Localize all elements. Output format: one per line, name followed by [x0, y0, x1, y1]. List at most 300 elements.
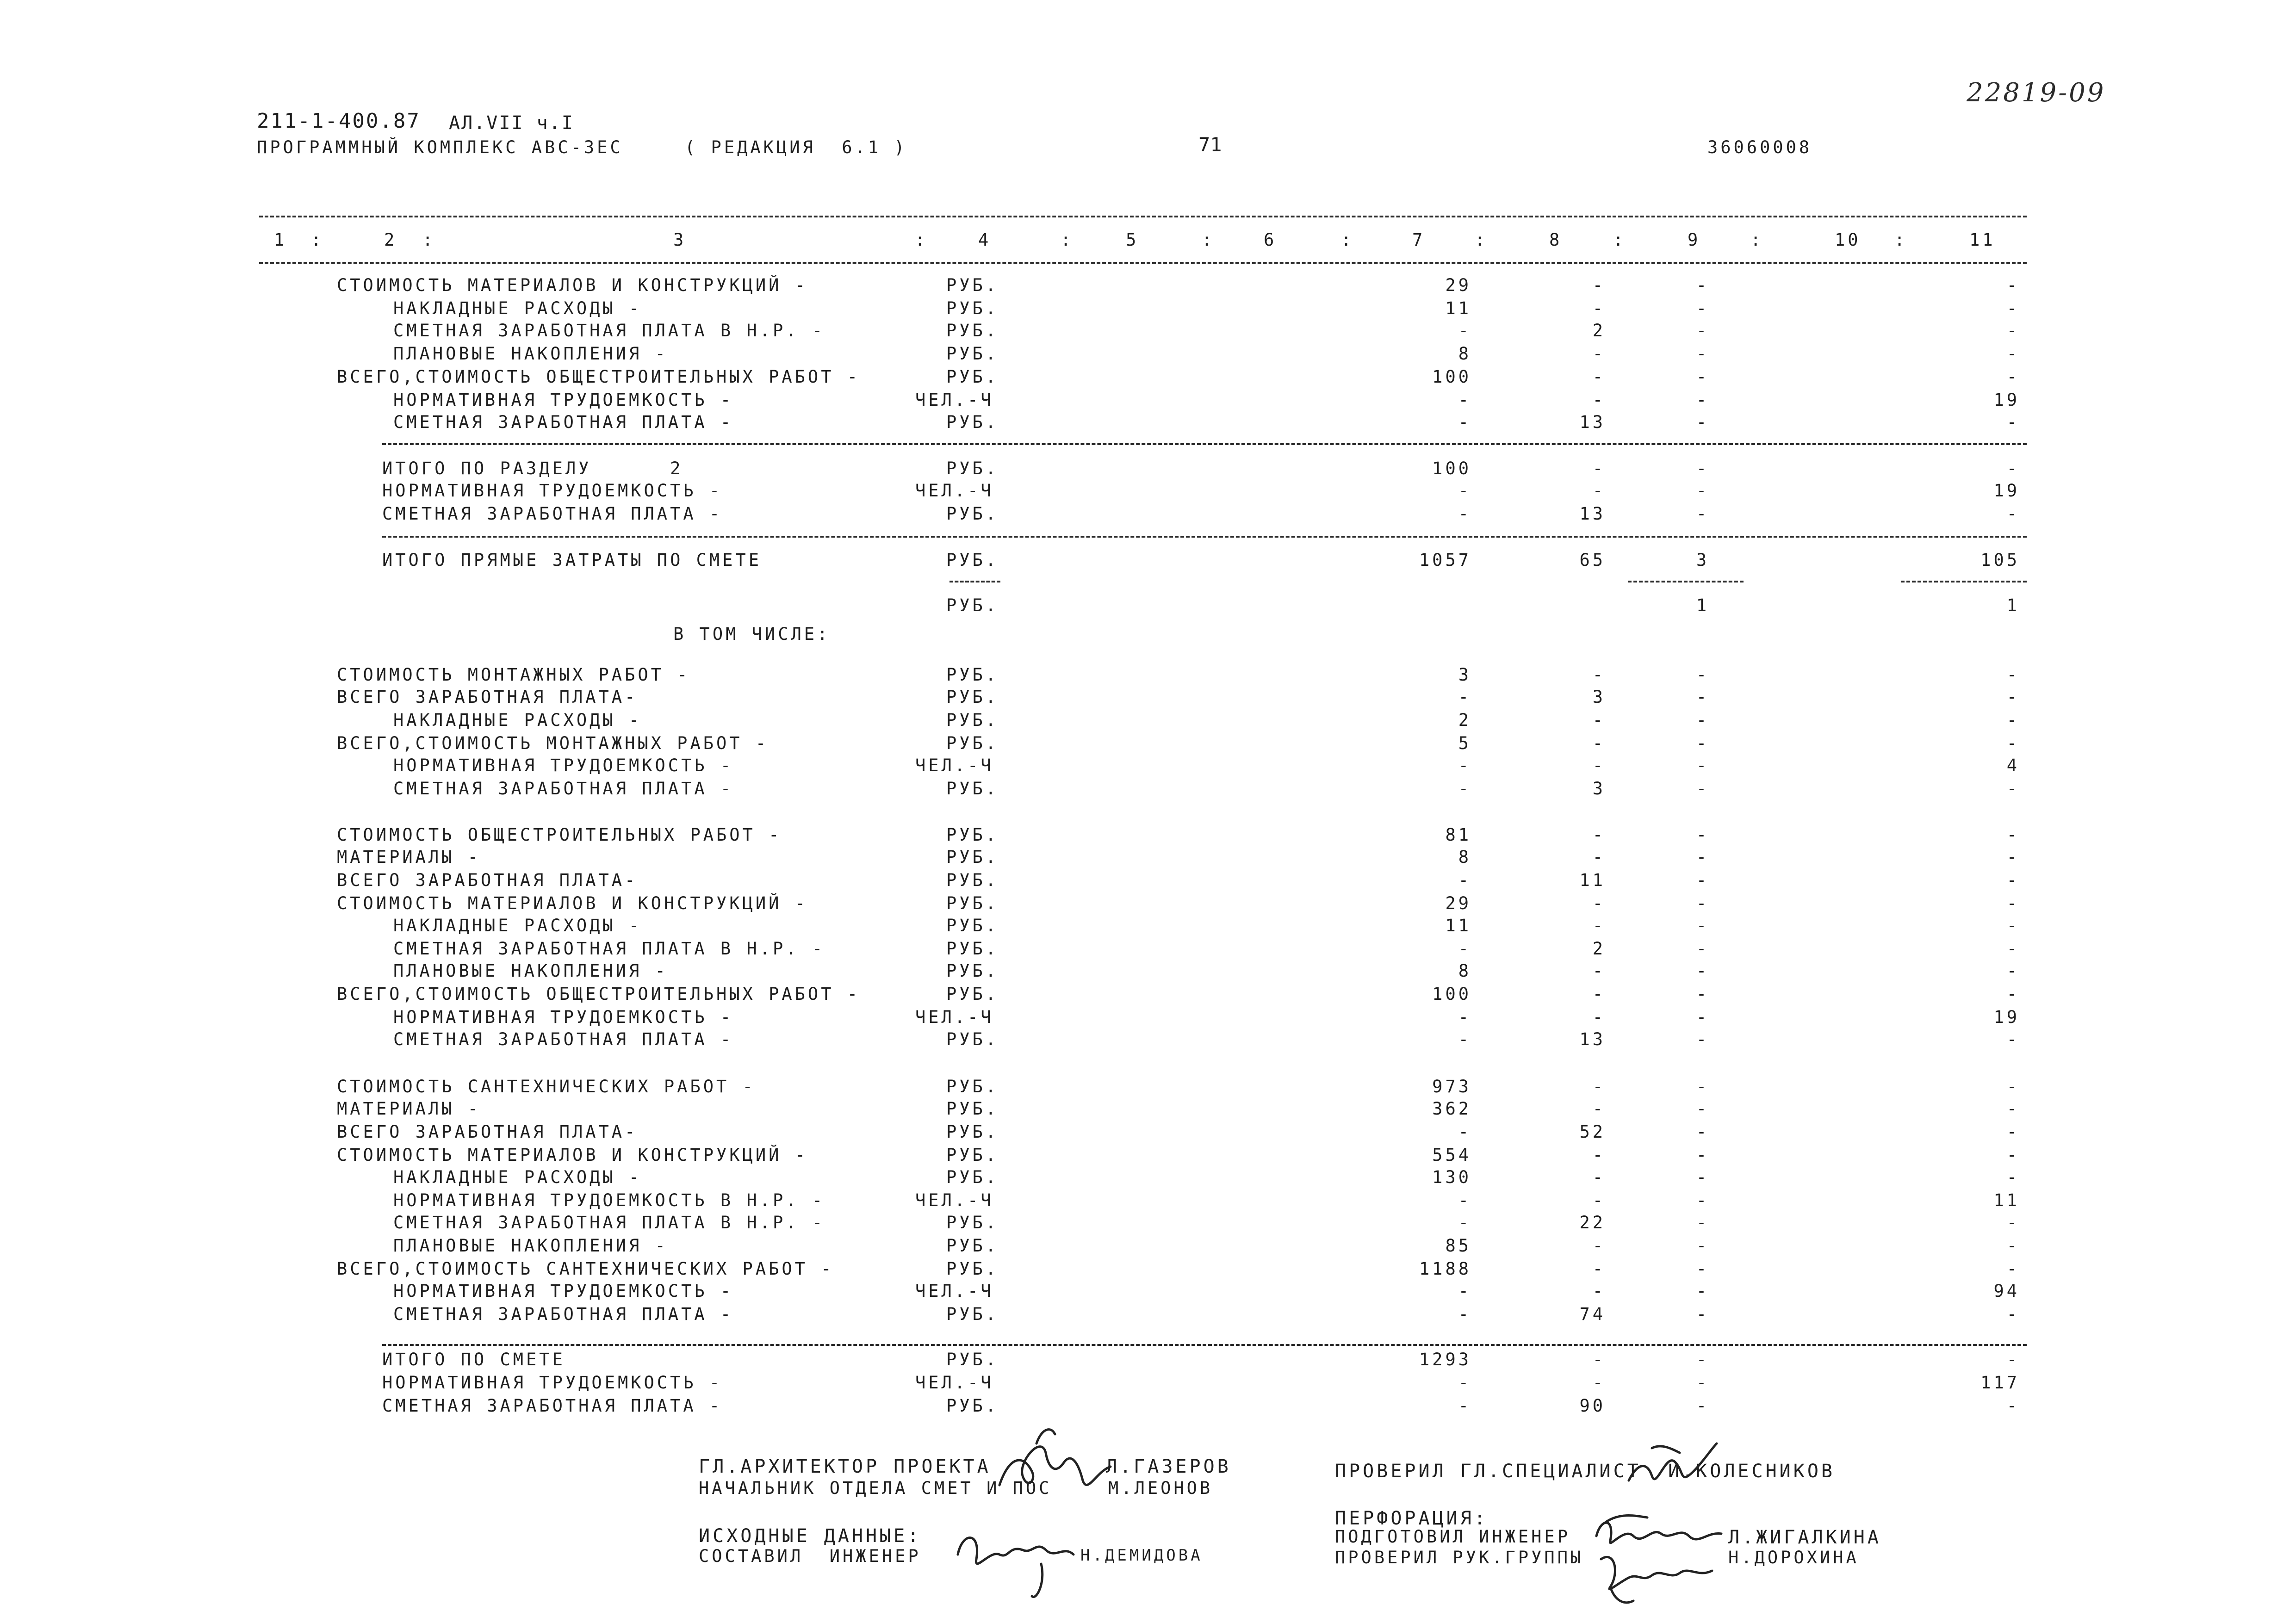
row-unit: РУБ.	[946, 916, 999, 935]
column-separator: :	[1061, 230, 1074, 250]
cell-col8: -	[1592, 1281, 1606, 1301]
cell-col8: 74	[1579, 1304, 1606, 1324]
cell-col9: -	[1696, 1077, 1710, 1096]
cell-col11: -	[2006, 298, 2020, 318]
cell-col8: 90	[1579, 1396, 1606, 1416]
row-label: ИТОГО ПО РАЗДЕЛУ 2	[382, 458, 683, 478]
row-unit: РУБ.	[946, 1236, 999, 1256]
row-unit: РУБ.	[946, 298, 999, 318]
cell-col11: -	[2006, 710, 2020, 730]
row-unit: РУБ.	[946, 939, 999, 959]
prepared-by-role: ПОДГОТОВИЛ ИНЖЕНЕР	[1335, 1527, 1570, 1547]
row-unit: РУБ.	[946, 1167, 999, 1187]
chief-architect-role: ГЛ.АРХИТЕКТОР ПРОЕКТА	[699, 1456, 991, 1477]
cell-col8: -	[1592, 344, 1606, 364]
object-code: 36060008	[1707, 137, 1812, 157]
cell-col9: -	[1696, 1029, 1710, 1049]
row-label: СМЕТНАЯ ЗАРАБОТНАЯ ПЛАТА -	[382, 1396, 723, 1416]
cell-col11: -	[2006, 275, 2020, 295]
cell-col7: 554	[1432, 1145, 1471, 1165]
cell-col11: -	[2006, 458, 2020, 478]
cell-col9: -	[1696, 984, 1710, 1004]
cell-col7: -	[1458, 756, 1471, 775]
cell-col8: -	[1592, 1007, 1606, 1027]
cell-col11: 11	[1993, 1190, 2020, 1210]
row-label: НАКЛАДНЫЕ РАСХОДЫ -	[393, 916, 642, 935]
cell-col8: -	[1592, 710, 1606, 730]
row-label: НОРМАТИВНАЯ ТРУДОЕМКОСТЬ -	[393, 1007, 734, 1027]
cell-col7: 81	[1445, 825, 1471, 845]
column-separator: :	[422, 230, 436, 250]
cell-col11: 19	[1993, 1007, 2020, 1027]
row-label: НАКЛАДНЫЕ РАСХОДЫ -	[393, 298, 642, 318]
cell-col7: 100	[1432, 367, 1471, 387]
row-unit: РУБ.	[946, 1029, 999, 1049]
cell-col7: -	[1458, 1281, 1471, 1301]
cell-col11: -	[2006, 412, 2020, 432]
cell-col7: 130	[1432, 1167, 1471, 1187]
cell-col11: -	[2006, 847, 2020, 867]
row-unit: РУБ.	[946, 367, 999, 387]
row-label: ВСЕГО ЗАРАБОТНАЯ ПЛАТА-	[337, 870, 638, 890]
row-unit: РУБ.	[946, 275, 999, 295]
source-data-label: ИСХОДНЫЕ ДАННЫЕ:	[699, 1525, 922, 1547]
row-unit: РУБ.	[946, 1259, 999, 1279]
cell-col11: -	[2006, 961, 2020, 981]
row-label: СТОИМОСТЬ МОНТАЖНЫХ РАБОТ -	[337, 665, 690, 685]
chief-architect-signature	[990, 1416, 1129, 1508]
row-label: ВСЕГО,СТОИМОСТЬ ОБЩЕСТРОИТЕЛЬНЫХ РАБОТ -	[337, 367, 861, 387]
cell-col8: 13	[1579, 504, 1606, 524]
cell-col11: -	[2006, 665, 2020, 685]
cell-col7: 11	[1445, 298, 1471, 318]
cell-col7: -	[1458, 870, 1471, 890]
cell-col8: -	[1592, 1077, 1606, 1096]
cell-col9: -	[1696, 1145, 1710, 1165]
cell-col11: 105	[1980, 550, 2020, 570]
cell-col7: -	[1458, 1190, 1471, 1210]
cell-col7: -	[1458, 390, 1471, 410]
column-number: 10	[1835, 230, 1861, 250]
head-dept-name: М.ЛЕОНОВ	[1108, 1478, 1213, 1498]
cell-col11: -	[2006, 916, 2020, 935]
cell-col11: -	[2006, 779, 2020, 799]
head-dept-role: НАЧАЛЬНИК ОТДЕЛА СМЕТ И ПОС	[699, 1478, 1052, 1498]
cell-col8: -	[1592, 847, 1606, 867]
column-separator: :	[1613, 230, 1626, 250]
subheading: В ТОМ ЧИСЛЕ:	[673, 624, 831, 644]
cell-col7: -	[1458, 412, 1471, 432]
cell-col7: 2	[1458, 710, 1471, 730]
cell-col9: -	[1696, 939, 1710, 959]
group-head-signature	[1592, 1545, 1731, 1610]
cell-col11: -	[2006, 893, 2020, 913]
cell-col11: -	[2006, 504, 2020, 524]
section-rule	[382, 536, 2027, 538]
cell-col11: 19	[1993, 481, 2020, 501]
column-number: 2	[384, 230, 397, 250]
row-label: МАТЕРИАЛЫ -	[337, 847, 481, 867]
cell-col8: -	[1592, 961, 1606, 981]
row-unit: РУБ.	[946, 665, 999, 685]
cell-col7: -	[1458, 1007, 1471, 1027]
chief-architect-name: Л.ГАЗЕРОВ	[1106, 1456, 1231, 1477]
row-unit: РУБ.	[946, 550, 999, 570]
cell-col9: -	[1696, 344, 1710, 364]
cell-col9: -	[1696, 1213, 1710, 1233]
cell-col7: 100	[1432, 458, 1471, 478]
cell-col11: -	[2006, 1077, 2020, 1096]
cell-col11: -	[2006, 687, 2020, 707]
cell-col9: 1	[1696, 595, 1710, 615]
cell-col9: -	[1696, 893, 1710, 913]
cell-col9: -	[1696, 665, 1710, 685]
cell-col11: -	[2006, 984, 2020, 1004]
column-number: 1	[274, 230, 287, 250]
row-label: ИТОГО ПРЯМЫЕ ЗАТРАТЫ ПО СМЕТЕ	[382, 550, 762, 570]
row-unit: РУБ.	[946, 779, 999, 799]
column-separator: :	[1341, 230, 1354, 250]
cell-col9: -	[1696, 321, 1710, 341]
cell-col11: -	[2006, 1213, 2020, 1233]
cell-col7: -	[1458, 1029, 1471, 1049]
column-number: 8	[1549, 230, 1563, 250]
row-label: СТОИМОСТЬ САНТЕХНИЧЕСКИХ РАБОТ -	[337, 1077, 756, 1096]
row-unit: РУБ.	[946, 1304, 999, 1324]
cell-col8: 2	[1592, 939, 1606, 959]
cell-col7: -	[1458, 1213, 1471, 1233]
cell-col11: -	[2006, 1259, 2020, 1279]
cell-col9: -	[1696, 458, 1710, 478]
cell-col11: -	[2006, 1350, 2020, 1369]
row-unit: ЧЕЛ.-Ч	[915, 756, 994, 775]
row-label: СМЕТНАЯ ЗАРАБОТНАЯ ПЛАТА В Н.Р. -	[393, 939, 825, 959]
short-rule	[1901, 581, 2027, 582]
cell-col8: 3	[1592, 687, 1606, 707]
section-rule	[382, 1344, 2027, 1346]
cell-col7: 1188	[1419, 1259, 1471, 1279]
cell-col11: 117	[1980, 1373, 2020, 1393]
row-label: ПЛАНОВЫЕ НАКОПЛЕНИЯ -	[393, 961, 668, 981]
cell-col8: -	[1592, 275, 1606, 295]
cell-col8: 13	[1579, 412, 1606, 432]
cell-col11: -	[2006, 1099, 2020, 1119]
cell-col9: -	[1696, 412, 1710, 432]
cell-col7: -	[1458, 1396, 1471, 1416]
column-number: 4	[978, 230, 992, 250]
row-label: СТОИМОСТЬ МАТЕРИАЛОВ И КОНСТРУКЦИЙ -	[337, 275, 808, 295]
cell-col8: -	[1592, 481, 1606, 501]
row-unit: РУБ.	[946, 1099, 999, 1119]
row-label: СТОИМОСТЬ ОБЩЕСТРОИТЕЛЬНЫХ РАБОТ -	[337, 825, 782, 845]
group-head-name: Н.ДОРОХИНА	[1728, 1548, 1859, 1567]
cell-col8: 2	[1592, 321, 1606, 341]
cell-col11: -	[2006, 1145, 2020, 1165]
row-unit: РУБ.	[946, 1122, 999, 1142]
cell-col7: -	[1458, 1373, 1471, 1393]
cell-col9: -	[1696, 916, 1710, 935]
row-unit: РУБ.	[946, 733, 999, 753]
cell-col11: -	[2006, 321, 2020, 341]
row-unit: РУБ.	[946, 1350, 999, 1369]
column-number: 9	[1688, 230, 1701, 250]
row-label: ПЛАНОВЫЕ НАКОПЛЕНИЯ -	[393, 1236, 668, 1256]
cell-col9: -	[1696, 687, 1710, 707]
column-separator: :	[1750, 230, 1764, 250]
cell-col8: 22	[1579, 1213, 1606, 1233]
cell-col7: -	[1458, 779, 1471, 799]
cell-col11: -	[2006, 344, 2020, 364]
cell-col8: -	[1592, 1167, 1606, 1187]
cell-col9: -	[1696, 504, 1710, 524]
section-rule	[382, 443, 2027, 445]
cell-col11: -	[2006, 1167, 2020, 1187]
cell-col9: -	[1696, 390, 1710, 410]
cell-col9: -	[1696, 961, 1710, 981]
cell-col9: -	[1696, 1350, 1710, 1369]
cell-col8: -	[1592, 298, 1606, 318]
cell-col7: 362	[1432, 1099, 1471, 1119]
row-unit: ЧЕЛ.-Ч	[915, 1373, 994, 1393]
row-label: НОРМАТИВНАЯ ТРУДОЕМКОСТЬ -	[393, 756, 734, 775]
cell-col7: -	[1458, 1122, 1471, 1142]
row-unit: РУБ.	[946, 1077, 999, 1096]
row-unit: РУБ.	[946, 321, 999, 341]
row-unit: ЧЕЛ.-Ч	[915, 1190, 994, 1210]
doc-code: 211-1-400.87	[257, 109, 421, 133]
row-unit: РУБ.	[946, 687, 999, 707]
cell-col9: -	[1696, 1007, 1710, 1027]
cell-col7: 8	[1458, 961, 1471, 981]
row-label: СМЕТНАЯ ЗАРАБОТНАЯ ПЛАТА -	[382, 504, 723, 524]
cell-col9: -	[1696, 1373, 1710, 1393]
column-separator: :	[1202, 230, 1215, 250]
cell-col7: -	[1458, 1304, 1471, 1324]
cell-col7: 11	[1445, 916, 1471, 935]
checked-by-signature	[1624, 1434, 1726, 1504]
row-unit: ЧЕЛ.-Ч	[915, 481, 994, 501]
column-separator: :	[311, 230, 324, 250]
cell-col9: -	[1696, 1190, 1710, 1210]
cell-col11: -	[2006, 870, 2020, 890]
cell-col8: 52	[1579, 1122, 1606, 1142]
row-label: СМЕТНАЯ ЗАРАБОТНАЯ ПЛАТА -	[393, 412, 734, 432]
checked-by-role: ПРОВЕРИЛ ГЛ.СПЕЦИАЛИСТ	[1335, 1461, 1641, 1482]
cell-col8: -	[1592, 665, 1606, 685]
cell-col7: 8	[1458, 847, 1471, 867]
cell-col8: -	[1592, 1259, 1606, 1279]
row-label: ВСЕГО,СТОИМОСТЬ МОНТАЖНЫХ РАБОТ -	[337, 733, 769, 753]
column-number: 6	[1264, 230, 1277, 250]
row-unit: ЧЕЛ.-Ч	[915, 1007, 994, 1027]
cell-col11: -	[2006, 1396, 2020, 1416]
cell-col9: -	[1696, 1304, 1710, 1324]
cell-col8: -	[1592, 458, 1606, 478]
row-label: СМЕТНАЯ ЗАРАБОТНАЯ ПЛАТА -	[393, 1029, 734, 1049]
cell-col11: -	[2006, 1236, 2020, 1256]
cell-col8: 11	[1579, 870, 1606, 890]
cell-col7: -	[1458, 481, 1471, 501]
row-unit: РУБ.	[946, 504, 999, 524]
cell-col8: -	[1592, 984, 1606, 1004]
row-unit: РУБ.	[946, 1145, 999, 1165]
cell-col8: -	[1592, 1236, 1606, 1256]
cell-col7: -	[1458, 939, 1471, 959]
cell-col9: 3	[1696, 550, 1710, 570]
cell-col9: -	[1696, 367, 1710, 387]
cell-col11: -	[2006, 1304, 2020, 1324]
short-rule	[1628, 581, 1744, 582]
row-label: СМЕТНАЯ ЗАРАБОТНАЯ ПЛАТА -	[393, 779, 734, 799]
cell-col7: 100	[1432, 984, 1471, 1004]
column-number: 7	[1412, 230, 1426, 250]
cell-col9: -	[1696, 1236, 1710, 1256]
column-separator: :	[915, 230, 928, 250]
row-label: СТОИМОСТЬ МАТЕРИАЛОВ И КОНСТРУКЦИЙ -	[337, 893, 808, 913]
cell-col8: -	[1592, 1099, 1606, 1119]
cell-col9: -	[1696, 847, 1710, 867]
column-number: 5	[1126, 230, 1139, 250]
cell-col7: 1057	[1419, 550, 1471, 570]
cell-col8: -	[1592, 390, 1606, 410]
cell-col9: -	[1696, 275, 1710, 295]
cell-col9: -	[1696, 779, 1710, 799]
perforation-label: ПЕРФОРАЦИЯ:	[1335, 1508, 1488, 1529]
row-label: СМЕТНАЯ ЗАРАБОТНАЯ ПЛАТА -	[393, 1304, 734, 1324]
cell-col8: -	[1592, 1190, 1606, 1210]
page-number: 71	[1198, 133, 1222, 156]
row-unit: РУБ.	[946, 870, 999, 890]
cell-col9: -	[1696, 481, 1710, 501]
column-number: 3	[673, 230, 687, 250]
cell-col7: -	[1458, 321, 1471, 341]
cell-col7: -	[1458, 504, 1471, 524]
row-unit: РУБ.	[946, 961, 999, 981]
cell-col7: 973	[1432, 1077, 1471, 1096]
cell-col7: 5	[1458, 733, 1471, 753]
row-unit: РУБ.	[946, 595, 999, 615]
row-label: ВСЕГО,СТОИМОСТЬ САНТЕХНИЧЕСКИХ РАБОТ -	[337, 1259, 834, 1279]
compiled-by-signature	[953, 1513, 1092, 1605]
cell-col11: -	[2006, 1029, 2020, 1049]
row-label: ВСЕГО,СТОИМОСТЬ ОБЩЕСТРОИТЕЛЬНЫХ РАБОТ -	[337, 984, 861, 1004]
program-name: ПРОГРАММНЫЙ КОМПЛЕКС АВС-3ЕС	[257, 137, 623, 157]
row-unit: ЧЕЛ.-Ч	[915, 1281, 994, 1301]
short-rule	[949, 581, 1000, 582]
row-label: СМЕТНАЯ ЗАРАБОТНАЯ ПЛАТА В Н.Р. -	[393, 1213, 825, 1233]
row-unit: РУБ.	[946, 984, 999, 1004]
cell-col9: -	[1696, 756, 1710, 775]
row-unit: РУБ.	[946, 847, 999, 867]
row-unit: РУБ.	[946, 412, 999, 432]
cell-col9: -	[1696, 1122, 1710, 1142]
column-number: 11	[1969, 230, 1996, 250]
cell-col8: -	[1592, 916, 1606, 935]
cell-col9: -	[1696, 1099, 1710, 1119]
cell-col11: -	[2006, 1122, 2020, 1142]
checked-by-name: И.КОЛЕСНИКОВ	[1668, 1461, 1835, 1482]
cell-col8: -	[1592, 756, 1606, 775]
cell-col11: -	[2006, 733, 2020, 753]
cell-col11: 94	[1993, 1281, 2020, 1301]
row-unit: РУБ.	[946, 1213, 999, 1233]
cell-col8: -	[1592, 1373, 1606, 1393]
row-unit: РУБ.	[946, 893, 999, 913]
row-unit: ЧЕЛ.-Ч	[915, 390, 994, 410]
cell-col8: 65	[1579, 550, 1606, 570]
row-label: ИТОГО ПО СМЕТЕ	[382, 1350, 565, 1369]
cell-col8: -	[1592, 825, 1606, 845]
cell-col11: -	[2006, 367, 2020, 387]
compiled-by-role: СОСТАВИЛ ИНЖЕНЕР	[699, 1546, 921, 1566]
row-unit: РУБ.	[946, 825, 999, 845]
cell-col11: 4	[2006, 756, 2020, 775]
cell-col8: -	[1592, 733, 1606, 753]
row-unit: РУБ.	[946, 458, 999, 478]
row-label: ВСЕГО ЗАРАБОТНАЯ ПЛАТА-	[337, 1122, 638, 1142]
row-label: НОРМАТИВНАЯ ТРУДОЕМКОСТЬ -	[382, 481, 723, 501]
row-label: МАТЕРИАЛЫ -	[337, 1099, 481, 1119]
program-edition: ( РЕДАКЦИЯ 6.1 )	[685, 137, 907, 157]
row-unit: РУБ.	[946, 344, 999, 364]
cell-col7: 85	[1445, 1236, 1471, 1256]
row-unit: РУБ.	[946, 1396, 999, 1416]
compiled-by-name: Н.ДЕМИДОВА	[1080, 1546, 1203, 1565]
header-rule-bottom	[259, 262, 2027, 264]
row-label: ВСЕГО ЗАРАБОТНАЯ ПЛАТА-	[337, 687, 638, 707]
cell-col8: -	[1592, 367, 1606, 387]
cell-col8: 13	[1579, 1029, 1606, 1049]
cell-col9: -	[1696, 733, 1710, 753]
cell-col9: -	[1696, 298, 1710, 318]
column-separator: :	[1475, 230, 1488, 250]
cell-col8: -	[1592, 893, 1606, 913]
cell-col9: -	[1696, 1281, 1710, 1301]
row-label: ПЛАНОВЫЕ НАКОПЛЕНИЯ -	[393, 344, 668, 364]
cell-col9: -	[1696, 1259, 1710, 1279]
cell-col7: -	[1458, 687, 1471, 707]
cell-col11: 1	[2006, 595, 2020, 615]
row-label: НАКЛАДНЫЕ РАСХОДЫ -	[393, 1167, 642, 1187]
album-code: АЛ.VII ч.I	[449, 112, 574, 134]
cell-col8: -	[1592, 1145, 1606, 1165]
column-separator: :	[1894, 230, 1908, 250]
cell-col9: -	[1696, 825, 1710, 845]
cell-col9: -	[1696, 1167, 1710, 1187]
cell-col11: -	[2006, 939, 2020, 959]
cell-col7: 3	[1458, 665, 1471, 685]
cell-col9: -	[1696, 1396, 1710, 1416]
cell-col7: 29	[1445, 893, 1471, 913]
cell-col11: 19	[1993, 390, 2020, 410]
cell-col9: -	[1696, 710, 1710, 730]
cell-col9: -	[1696, 870, 1710, 890]
header-rule-top	[259, 216, 2027, 217]
cell-col7: 1293	[1419, 1350, 1471, 1369]
cell-col8: 3	[1592, 779, 1606, 799]
row-label: НОРМАТИВНАЯ ТРУДОЕМКОСТЬ -	[393, 390, 734, 410]
row-label: СТОИМОСТЬ МАТЕРИАЛОВ И КОНСТРУКЦИЙ -	[337, 1145, 808, 1165]
cell-col11: -	[2006, 825, 2020, 845]
cell-col8: -	[1592, 1350, 1606, 1369]
cell-col7: 8	[1458, 344, 1471, 364]
row-label: СМЕТНАЯ ЗАРАБОТНАЯ ПЛАТА В Н.Р. -	[393, 321, 825, 341]
row-unit: РУБ.	[946, 710, 999, 730]
cell-col7: 29	[1445, 275, 1471, 295]
row-label: НАКЛАДНЫЕ РАСХОДЫ -	[393, 710, 642, 730]
group-head-role: ПРОВЕРИЛ РУК.ГРУППЫ	[1335, 1548, 1584, 1567]
row-label: НОРМАТИВНАЯ ТРУДОЕМКОСТЬ В Н.Р. -	[393, 1190, 825, 1210]
